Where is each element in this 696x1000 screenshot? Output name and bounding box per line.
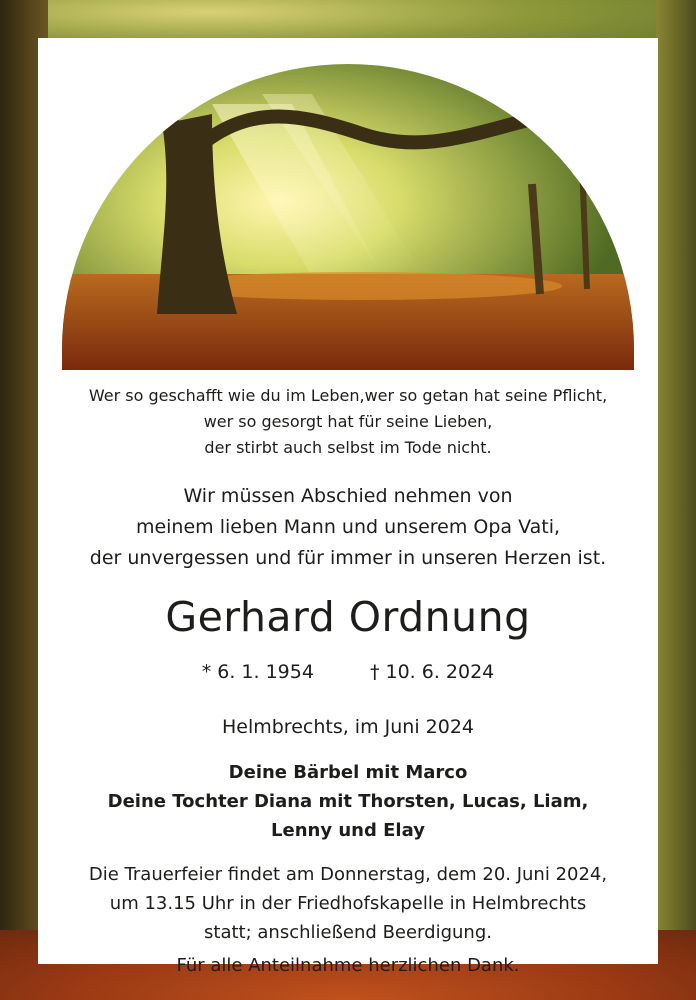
death-date: † 10. 6. 2024 [369,661,495,683]
ceremony-line: Die Trauerfeier findet am Donnerstag, dem 20. Juni 2024, [88,864,608,885]
poem [38,383,658,461]
poem-line: der stirbt auch selbst im Tode nicht. [204,438,492,457]
funeral-details [38,860,658,980]
birth-date: * 6. 1. 1954 [201,661,314,683]
poem-line: Wer so geschafft wie du im Leben,wer so getan hat seine Pflicht, [88,386,608,405]
header-arch-image [62,64,634,370]
background-tree-trunk-right [656,0,696,1000]
obituary-card [38,38,658,976]
intro-line: der unvergessen und für immer in unseren Herzen ist. [89,547,607,569]
life-dates [38,658,658,686]
ceremony-line: statt; anschließend Beerdigung. [204,922,492,943]
mourners-line: Lenny und Elay [271,820,425,841]
mourners-line: Deine Tochter Diana mit Thorsten, Lucas, Liam, [107,791,589,812]
deceased-name: Gerhard Ordnung [165,593,531,641]
intro-line: meinem lieben Mann und unserem Opa Vati, [135,516,561,538]
ceremony-line: um 13.15 Uhr in der Friedhofskapelle in Helmbrechts [109,893,587,914]
intro-line: Wir müssen Abschied nehmen von [183,485,513,507]
farewell-intro [38,481,658,574]
mourners [38,758,658,845]
poem-line: wer so gesorgt hat für seine Lieben, [203,412,493,431]
mourners-line: Deine Bärbel mit Marco [228,762,468,783]
place-and-date: Helmbrechts, im Juni 2024 [221,716,474,738]
tree-in-autumn-light-image [62,64,634,370]
thanks-line: Für alle Anteilnahme herzlichen Dank. [176,955,520,976]
